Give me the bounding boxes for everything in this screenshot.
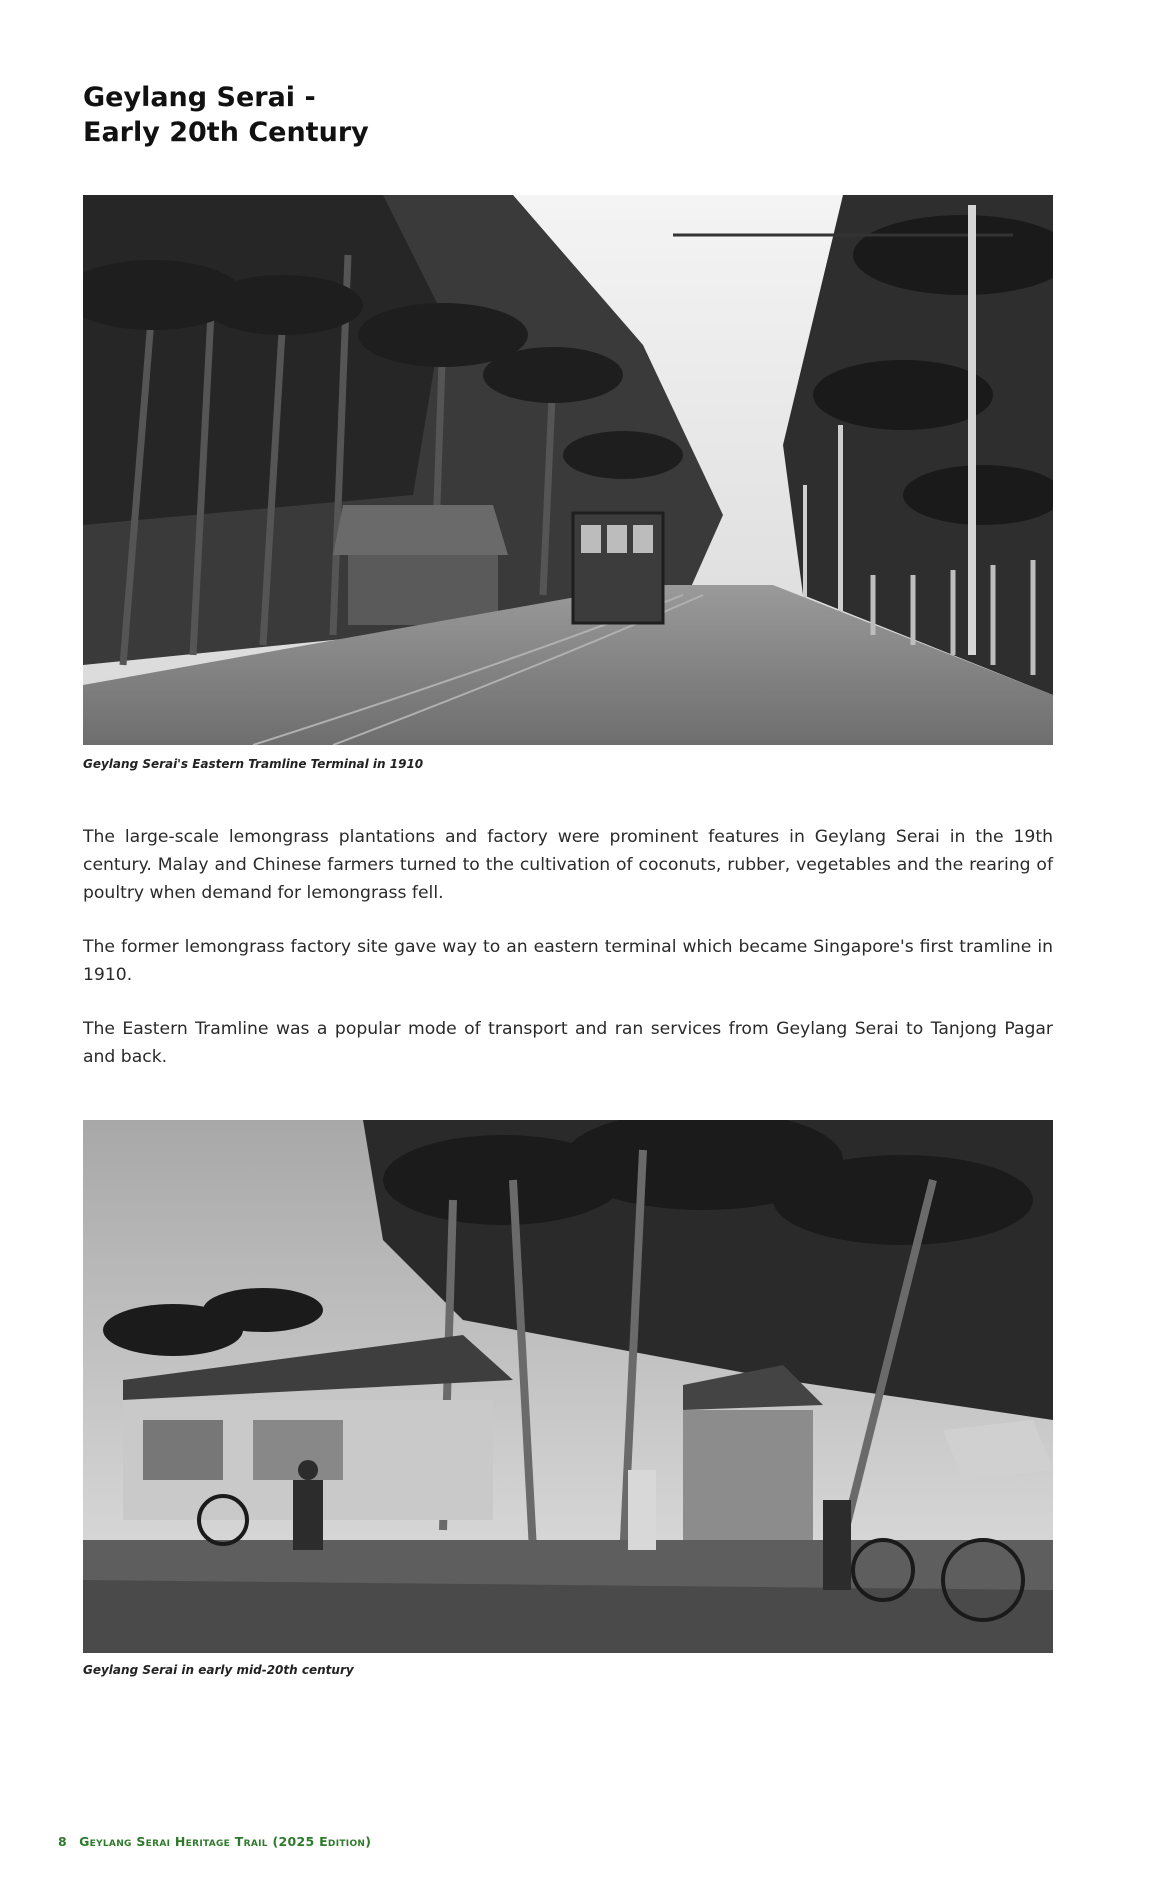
page-footer [58, 1834, 371, 1849]
village-street-photo [83, 1120, 1053, 1653]
body-text [83, 823, 1053, 1097]
tram-terminal-photo [83, 195, 1053, 745]
page-title-line-2: Early 20th Century [83, 117, 369, 148]
page-number: 8 [58, 1834, 67, 1849]
tram-street-photo-icon [83, 195, 1053, 745]
paragraph-1: The large-scale lemongrass plantations and factory were prominent features in Geylang Serai in the 19th century. Malay and Chinese farmers turned to the cultivation of coconuts, rubber, vegetables and the rearing of poultry when demand for lemongrass fell. [83, 827, 1053, 903]
footer-trail-title: Geylang Serai Heritage Trail (2025 Edition) [79, 1834, 372, 1849]
paragraph-2: The former lemongrass factory site gave way to an eastern terminal which became Singapore's first tramline in 1910. [83, 937, 1053, 985]
tram-photo-caption: Geylang Serai's Eastern Tramline Terminal in 1910 [83, 757, 424, 771]
village-photo-caption: Geylang Serai in early mid-20th century [83, 1663, 354, 1677]
page-title [83, 80, 683, 150]
village-street-photo-icon [83, 1120, 1053, 1653]
page-title-line-1: Geylang Serai - [83, 82, 316, 113]
paragraph-3: The Eastern Tramline was a popular mode of transport and ran services from Geylang Serai to Tanjong Pagar and back. [83, 1019, 1053, 1067]
